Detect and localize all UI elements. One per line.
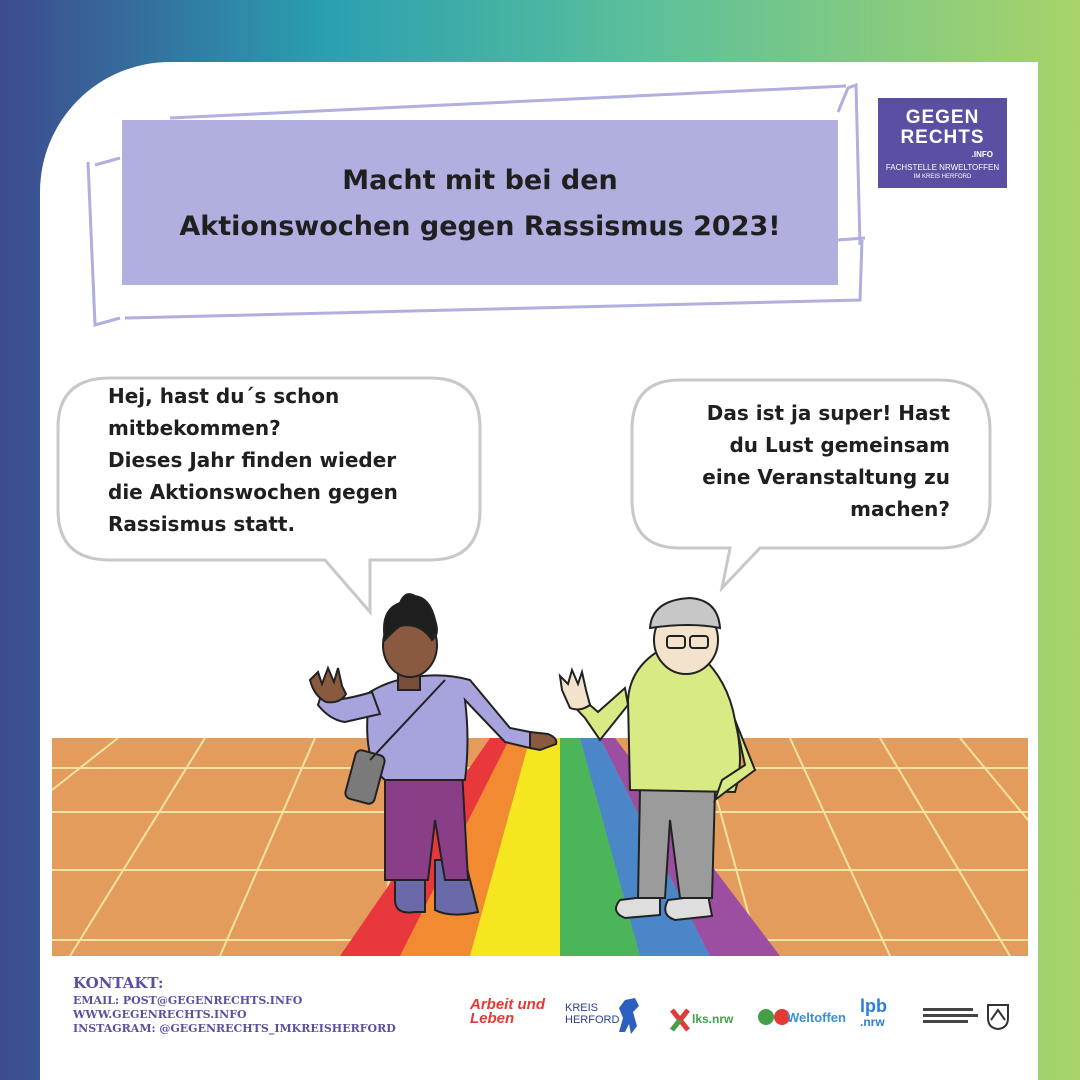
nrw-weltoffen-logo: Weltoffen bbox=[787, 1010, 846, 1025]
speech-text-right bbox=[660, 397, 950, 525]
kreis-herford-logo bbox=[565, 1002, 619, 1026]
logo-line-1: GEGEN bbox=[905, 107, 980, 128]
logo-suffix: .INFO bbox=[971, 150, 993, 159]
contact-website-link[interactable]: WWW.GEGENRECHTS.INFO bbox=[73, 1008, 247, 1021]
logo-line-3: FACHSTELLE NRWELTOFFEN bbox=[885, 163, 1000, 172]
kreis-logo-line-2: HERFORD bbox=[565, 1014, 620, 1026]
contact-email-link[interactable]: EMAIL: POST@GEGENRECHTS.INFO bbox=[73, 994, 303, 1007]
contact-instagram-link[interactable]: INSTAGRAM: @GEGENRECHTS_IMKREISHERFORD bbox=[73, 1022, 396, 1035]
speech-right-line-1: Das ist ja super! Hast bbox=[706, 401, 950, 425]
landeszentrale-text-block bbox=[923, 1006, 983, 1032]
arbeit-logo-line-2: Leben bbox=[470, 1010, 515, 1027]
lpb-logo-line-2: .nrw bbox=[860, 1015, 885, 1029]
lpb-logo-line-1: lpb bbox=[860, 996, 887, 1016]
speech-right-line-3: eine Veranstaltung zu bbox=[702, 465, 950, 489]
speech-right-line-4: machen? bbox=[850, 497, 950, 521]
kreis-logo-line-1: KREIS bbox=[565, 1002, 599, 1014]
speech-text-left bbox=[108, 380, 448, 540]
contact-heading: KONTAKT: bbox=[73, 974, 164, 992]
horse-icon bbox=[615, 996, 643, 1036]
title-line-1: Macht mit bei den bbox=[342, 165, 618, 196]
title-line-2: Aktionswochen gegen Rassismus 2023! bbox=[179, 211, 781, 242]
arbeit-logo-line-1: Arbeit und bbox=[470, 996, 545, 1013]
speech-right-line-2: du Lust gemeinsam bbox=[729, 433, 950, 457]
lpb-nrw-logo bbox=[860, 998, 887, 1030]
speech-left-line-3: Dieses Jahr finden wieder bbox=[108, 448, 397, 472]
speech-left-line-5: Rassismus statt. bbox=[108, 512, 296, 536]
nrw-crest-icon bbox=[987, 1004, 1009, 1030]
logo-line-2: RECHTS bbox=[900, 127, 985, 148]
arbeit-und-leben-logo bbox=[470, 998, 545, 1026]
lks-nrw-logo: lks.nrw bbox=[692, 1012, 734, 1026]
partner-logos bbox=[465, 996, 1025, 1046]
speech-left-line-2: mitbekommen? bbox=[108, 416, 281, 440]
speech-left-line-4: die Aktionswochen gegen bbox=[108, 480, 398, 504]
contact-block bbox=[73, 972, 396, 1036]
logo-line-4: IM KREIS HERFORD bbox=[913, 174, 972, 180]
lks-x-icon bbox=[670, 1008, 690, 1032]
speech-left-line-1: Hej, hast du´s schon bbox=[108, 384, 340, 408]
